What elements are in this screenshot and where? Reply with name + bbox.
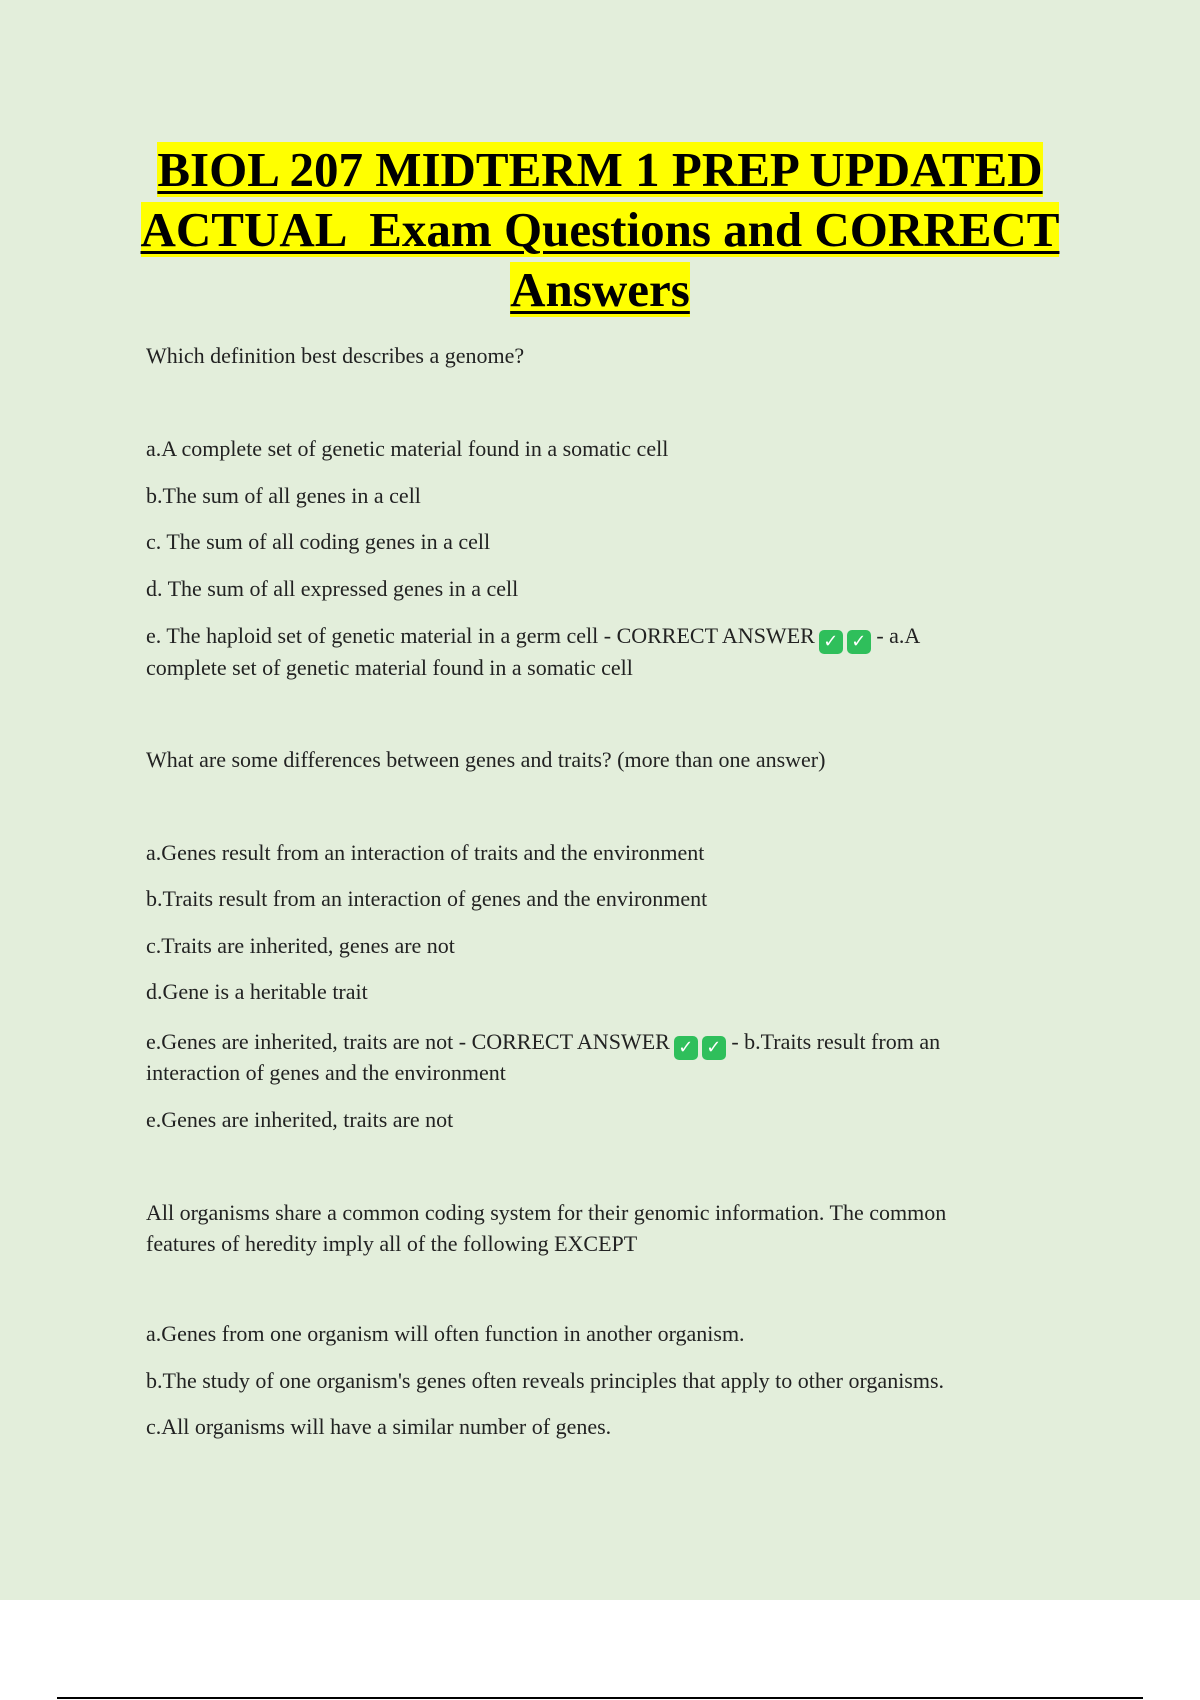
- q1-option-b: b.The sum of all genes in a cell: [146, 483, 421, 508]
- q2-option-e-answer: [146, 1026, 1046, 1060]
- page-divider: [57, 1697, 1143, 1699]
- q1-answer-continued: complete set of genetic material found in a somatic cell: [146, 655, 633, 680]
- q1-answer-tail: - a.A: [876, 623, 921, 648]
- q2-option-e: e.Genes are inherited, traits are not - CORRECT ANSWER: [146, 1029, 670, 1054]
- q3-option-c: c.All organisms will have a similar number of genes.: [146, 1414, 612, 1439]
- q1-option-e-answer: [146, 620, 1046, 654]
- q3-option-b: b.The study of one organism's genes often reveals principles that apply to other organisms.: [146, 1368, 945, 1393]
- q1-option-d: d. The sum of all expressed genes in a cell: [146, 576, 519, 601]
- check-mark-icon: ✓: [674, 1036, 698, 1060]
- check-mark-icon: ✓: [702, 1036, 726, 1060]
- question-2: What are some differences between genes and traits? (more than one answer): [146, 747, 826, 772]
- check-mark-icon: ✓: [847, 630, 871, 654]
- q1-option-e: e. The haploid set of genetic material in a germ cell - CORRECT ANSWER: [146, 623, 815, 648]
- q2-answer-tail: - b.Traits result from an: [731, 1029, 941, 1054]
- q2-answer-continued: interaction of genes and the environment: [146, 1060, 506, 1085]
- title-line-3: Answers: [510, 262, 690, 317]
- q2-option-c: c.Traits are inherited, genes are not: [146, 933, 455, 958]
- question-1: Which definition best describes a genome?: [146, 343, 525, 368]
- title-line-1: BIOL 207 MIDTERM 1 PREP UPDATED: [157, 142, 1043, 197]
- question-3-line-2: features of heredity imply all of the following EXCEPT: [146, 1231, 638, 1256]
- title-line-2: ACTUAL Exam Questions and CORRECT: [140, 202, 1060, 257]
- q2-option-e-repeat: e.Genes are inherited, traits are not: [146, 1107, 454, 1132]
- check-mark-icon: ✓: [819, 630, 843, 654]
- q1-option-c: c. The sum of all coding genes in a cell: [146, 529, 491, 554]
- q3-option-a: a.Genes from one organism will often function in another organism.: [146, 1321, 745, 1346]
- q1-option-a: a.A complete set of genetic material found in a somatic cell: [146, 436, 669, 461]
- q2-option-d: d.Gene is a heritable trait: [146, 979, 368, 1004]
- document-title: [0, 140, 1200, 320]
- q2-option-b: b.Traits result from an interaction of genes and the environment: [146, 886, 708, 911]
- question-3-line-1: All organisms share a common coding system for their genomic information. The common: [146, 1200, 947, 1225]
- q2-option-a: a.Genes result from an interaction of traits and the environment: [146, 840, 705, 865]
